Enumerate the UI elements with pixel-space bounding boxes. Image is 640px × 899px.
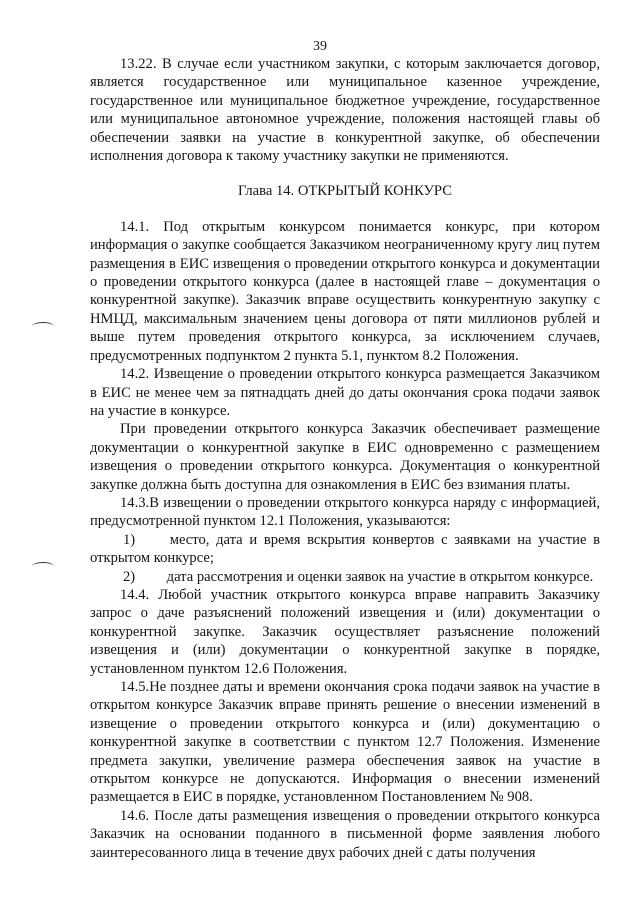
paragraph-14-6: 14.6. После даты размещения извещения о проведении открытого конкурса Заказчик на основании поданного в письменной форме заявления любого заинтересованного лица в течение двух рабочих дней с даты получения <box>90 807 600 861</box>
list-item <box>90 531 600 568</box>
margin-mark <box>32 322 54 331</box>
paragraph-14-4: 14.4. Любой участник открытого конкурса вправе направить Заказчику запрос о даче разъяснений положений извещения и (или) документации о конкурентной закупке. Заказчик осуществляет разъяснение положений извещения и (или) документации о конкурентной закупке в порядке, установленном пунктом 12.6 Положения. <box>90 586 600 677</box>
paragraph-14-1: 14.1. Под открытым конкурсом понимается конкурс, при котором информация о закупке сообщается Заказчиком неограниченному кругу лиц путем размещения в ЕИС извещения о проведении открытого конкурса и документации о проведении открытого конкурса (далее в настоящей главе – документация о конкурентной закупке). Заказчик вправе осуществить конкурентную закупку с НМЦД, максимальным значением цены договора от пяти миллионов рублей и выше путем проведения открытого конкурса, за исключением случаев, предусмотренных подпунктом 2 пункта 5.1, пунктом 8.2 Положения. <box>90 218 600 364</box>
document-body <box>90 55 600 862</box>
list-item-text: дата рассмотрения и оценки заявок на участие в открытом конкурсе. <box>166 568 594 585</box>
list-item-number: 2) <box>123 568 136 585</box>
paragraph-14-2: 14.2. Извещение о проведении открытого конкурса размещается Заказчиком в ЕИС не менее чем за пятнадцать дней до даты окончания срока подачи заявок на участие в конкурсе. <box>90 366 600 419</box>
paragraph-13-22: 13.22. В случае если участником закупки, с которым заключается договор, является государственное или муниципальное казенное учреждение, государственное или муниципальное бюджетное учреждение, государственное или муниципальное автономное учреждение, положения настоящей главы об обеспечении заявки на участие в конкурентной закупке, об обеспечении исполнения договора к такому участнику закупки не применяются. <box>90 56 600 165</box>
paragraph-14-2-continued: При проведении открытого конкурса Заказчик обеспечивает размещение документации о конкурентной закупке в ЕИС одновременно с размещением извещения о проведении открытого конкурса. Документация о конкурентной закупке должна быть доступна для ознакомления в ЕИС без взимания платы. <box>90 421 600 493</box>
list-item-text: место, дата и время вскрытия конвертов с заявками на участие в открытом конкурсе; <box>90 531 601 567</box>
paragraph-14-3: 14.3.В извещении о проведении открытого конкурса наряду с информацией, предусмотренной пунктом 12.1 Положения, указываются: <box>90 494 600 530</box>
page-number: 39 <box>313 39 327 54</box>
list-item <box>90 568 600 586</box>
chapter-title: Глава 14. ОТКРЫТЫЙ КОНКУРС <box>238 183 452 200</box>
list-item-number: 1) <box>123 531 136 548</box>
paragraph-14-5: 14.5.Не позднее даты и времени окончания срока подачи заявок на участие в открытом конкурсе Заказчик вправе принять решение о внесении изменений в извещение о проведении открытого конкурса и (или) документацию о конкурентной закупке в соответствии с пунктом 12.7 Положения. Изменение предмета закупки, увеличение размера обеспечения заявок на участие в открытом конкурсе не допускаются. Информация о внесении изменений размещается в ЕИС в порядке, установленном Постановлением № 908. <box>90 679 600 806</box>
margin-mark <box>32 562 54 571</box>
